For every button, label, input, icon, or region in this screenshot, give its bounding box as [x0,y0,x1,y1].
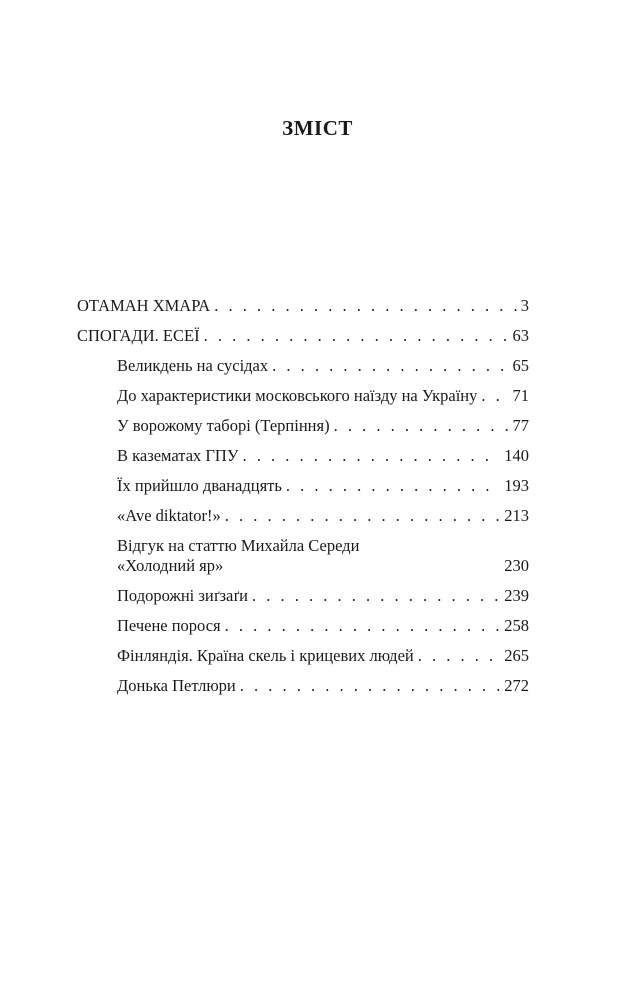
leader-dots [252,586,500,606]
toc-subentry[interactable] [77,476,529,496]
toc-entry-page: 71 [512,386,529,405]
toc-subentry[interactable] [77,386,529,406]
toc-subentry[interactable] [77,506,529,526]
toc-entry-label: В казематах ГПУ [117,446,239,465]
leader-dots [225,506,501,526]
toc-entry-page: 77 [512,416,529,435]
toc-subentry[interactable] [77,646,529,666]
toc-entry-page: 258 [504,616,529,635]
toc-entry-page: 272 [504,676,529,695]
toc-entry-page: 63 [512,326,529,345]
toc-entry-label: «Ave diktator!» [117,506,221,525]
toc-subentry[interactable] [77,586,529,606]
toc-entry-page: 213 [504,506,529,525]
leader-dots [286,476,500,496]
toc-entry-page: 193 [504,476,529,495]
toc-entry-page: 239 [504,586,529,605]
leader-dots [481,386,508,406]
toc-entry-label: СПОГАДИ. ЕСЕЇ [77,326,200,345]
toc-entry-label: У ворожому таборі (Терпіння) [117,416,330,435]
toc-entry-label: ОТАМАН ХМАРА [77,296,211,315]
toc-subentry[interactable] [77,416,529,436]
toc-entry-label: Подорожні зиґзаґи [117,586,248,605]
toc-subentry[interactable] [77,676,529,696]
leader-dots [418,646,501,666]
toc-entry-label: Їх прийшло дванадцять [117,476,282,495]
page-title: ЗМІСТ [282,116,353,140]
leader-dots [272,356,508,376]
toc-entry-page: 3 [520,296,529,315]
toc-entry-label: Фінляндія. Країна скель і крицевих людей [117,646,414,665]
toc-entry-page: 65 [512,356,529,375]
toc-entry-label: До характеристики московського наїзду на Україну [117,386,478,405]
toc-entry-label: Печене порося [117,616,221,635]
leader-dots [334,416,509,436]
toc-subentry[interactable] [77,616,529,636]
toc-entry-page: 230 [504,556,529,575]
toc-entry-label-line2: «Холодний яр» [117,556,224,575]
toc-entry-label: Великдень на сусідах [117,356,269,375]
leader-dots [204,326,509,346]
toc-subentry[interactable] [77,356,529,376]
toc-subentry[interactable] [77,446,529,466]
leader-dots [240,676,500,696]
toc-subentry[interactable] [77,536,529,576]
toc-entry[interactable] [77,296,529,316]
toc-entry[interactable] [77,326,529,346]
toc-entry-page: 140 [504,446,529,465]
leader-dots [214,296,517,316]
toc-entry-label-line1: Відгук на статтю Михайла Середи [117,536,360,555]
table-of-contents [77,296,529,706]
leader-dots [243,446,501,466]
toc-entry-label: Донька Петлюри [117,676,236,695]
leader-dots [225,616,501,636]
toc-entry-page: 265 [504,646,529,665]
